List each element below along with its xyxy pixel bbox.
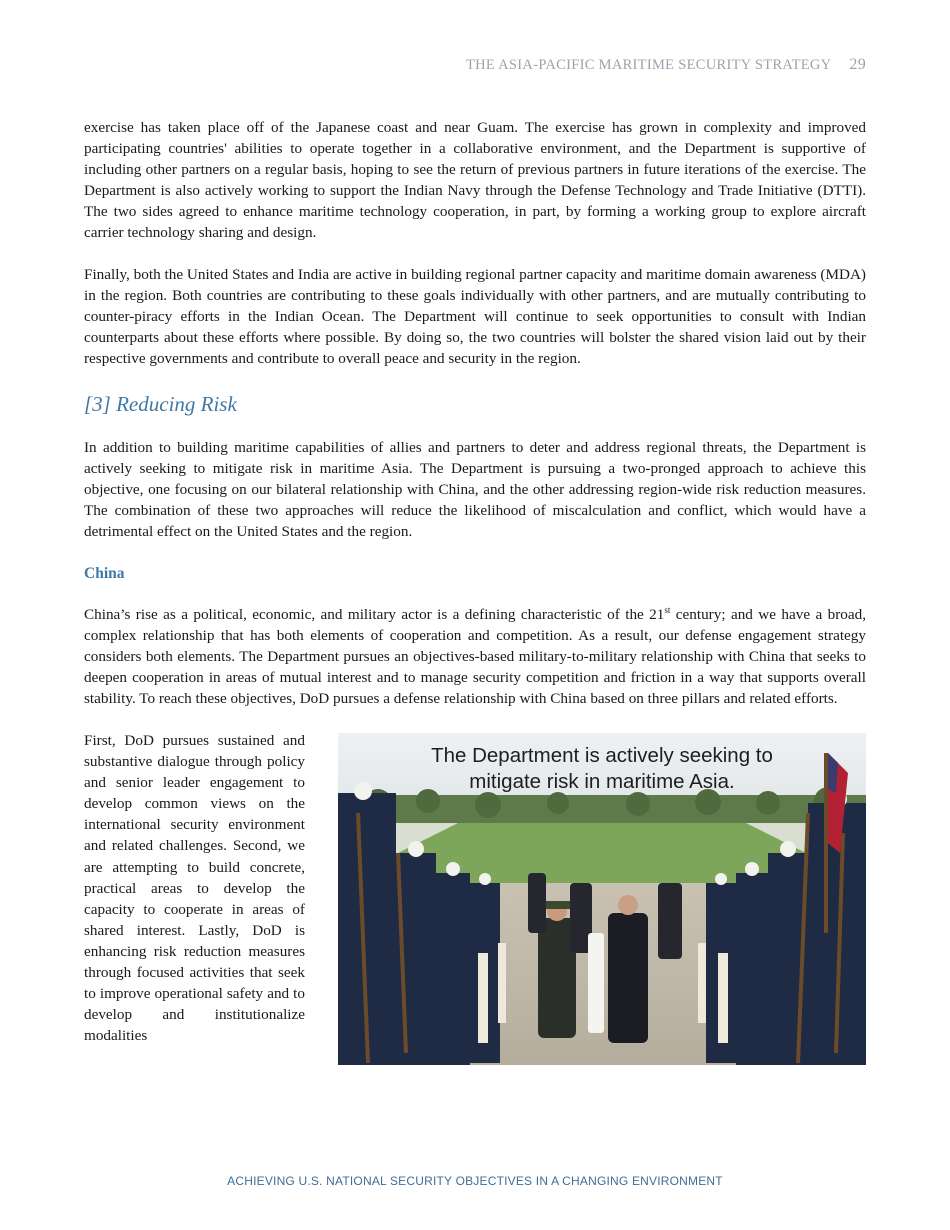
- running-header-title: THE ASIA-PACIFIC MARITIME SECURITY STRATEGY: [465, 57, 832, 73]
- main-content: [84, 117, 866, 1070]
- superscript-st: st: [664, 604, 671, 615]
- paragraph-three-pillars: First, DoD pursues sustained and substantive dialogue through policy and senior leader engagement to develop common views on the international security environment and related challenges. Second, we are attempting to build concrete, practical areas to develop the capacity to cooperate in areas of shared interest. Lastly, DoD is enhancing risk reduction measures through focused activities that seek to improve operational safety and to develop and institutionalize modalities: [84, 731, 305, 1045]
- running-footer: ACHIEVING U.S. NATIONAL SECURITY OBJECTIVES IN A CHANGING ENVIRONMENT: [227, 1174, 723, 1188]
- page-number: 29: [849, 56, 866, 73]
- ceremony-photo: [338, 733, 866, 1065]
- photo-caption-line1: The Department is actively seeking to: [431, 743, 773, 767]
- running-header: [466, 56, 866, 74]
- paragraph-reducing-risk: In addition to building maritime capabilities of allies and partners to deter and address regional threats, the Department is actively seeking to mitigate risk in maritime Asia. The Department is pursuing a two-pronged approach to achieve this objective, one focusing on our bilateral relationship with China, and the other addressing region-wide risk reduction measures. The combination of these two approaches will reduce the likelihood of miscalculation and conflict, which would have a detrimental effect on the United States and the region.: [84, 439, 866, 541]
- photo-caption-line2: mitigate risk in maritime Asia.: [469, 769, 735, 793]
- wrapped-section: [84, 730, 866, 1070]
- paragraph-india-mda: Finally, both the United States and India are active in building regional partner capacity and maritime domain awareness (MDA) in the region. Both countries are contributing to these goals individually with other partners, and are mutually contributing to counter-piracy efforts in the Indian Ocean. The Department will continue to seek opportunities to consult with Indian counterparts about these efforts where possible. By doing so, the two countries will bolster the shared vision laid out by their respective governments and contribute to overall peace and security in the region.: [84, 265, 866, 367]
- subheading-china: China: [84, 564, 125, 582]
- paragraph-exercise: exercise has taken place off of the Japanese coast and near Guam. The exercise has grown in complexity and improved participating countries' abilities to operate together in a collaborative environment, and the Department is supportive of including other partners on a regular basis, hoping to see the return of previous partners in future iterations of the exercise. The Department is also actively working to support the Indian Navy through the Defense Technology and Trade Initiative (DTTI). The two sides agreed to enhance maritime technology cooperation, in part, by forming a working group to explore aircraft carrier technology sharing and design.: [84, 119, 866, 242]
- section-heading: [3] Reducing Risk: [84, 392, 237, 417]
- photo-caption: [338, 743, 866, 795]
- paragraph-china-rise: China’s rise as a political, economic, and military actor is a defining characteristic of the 21st century; and we have a broad, complex relationship that has both elements of cooperation and competition. As a result, our defense engagement strategy considers both elements. The Department pursues an objectives-based military-to-military relationship with China that seeks to deepen cooperation in areas of mutual interest and to manage security competition and friction in a way that supports overall stability. To reach these objectives, DoD pursues a defense relationship with China based on three pillars and related efforts.: [84, 604, 866, 707]
